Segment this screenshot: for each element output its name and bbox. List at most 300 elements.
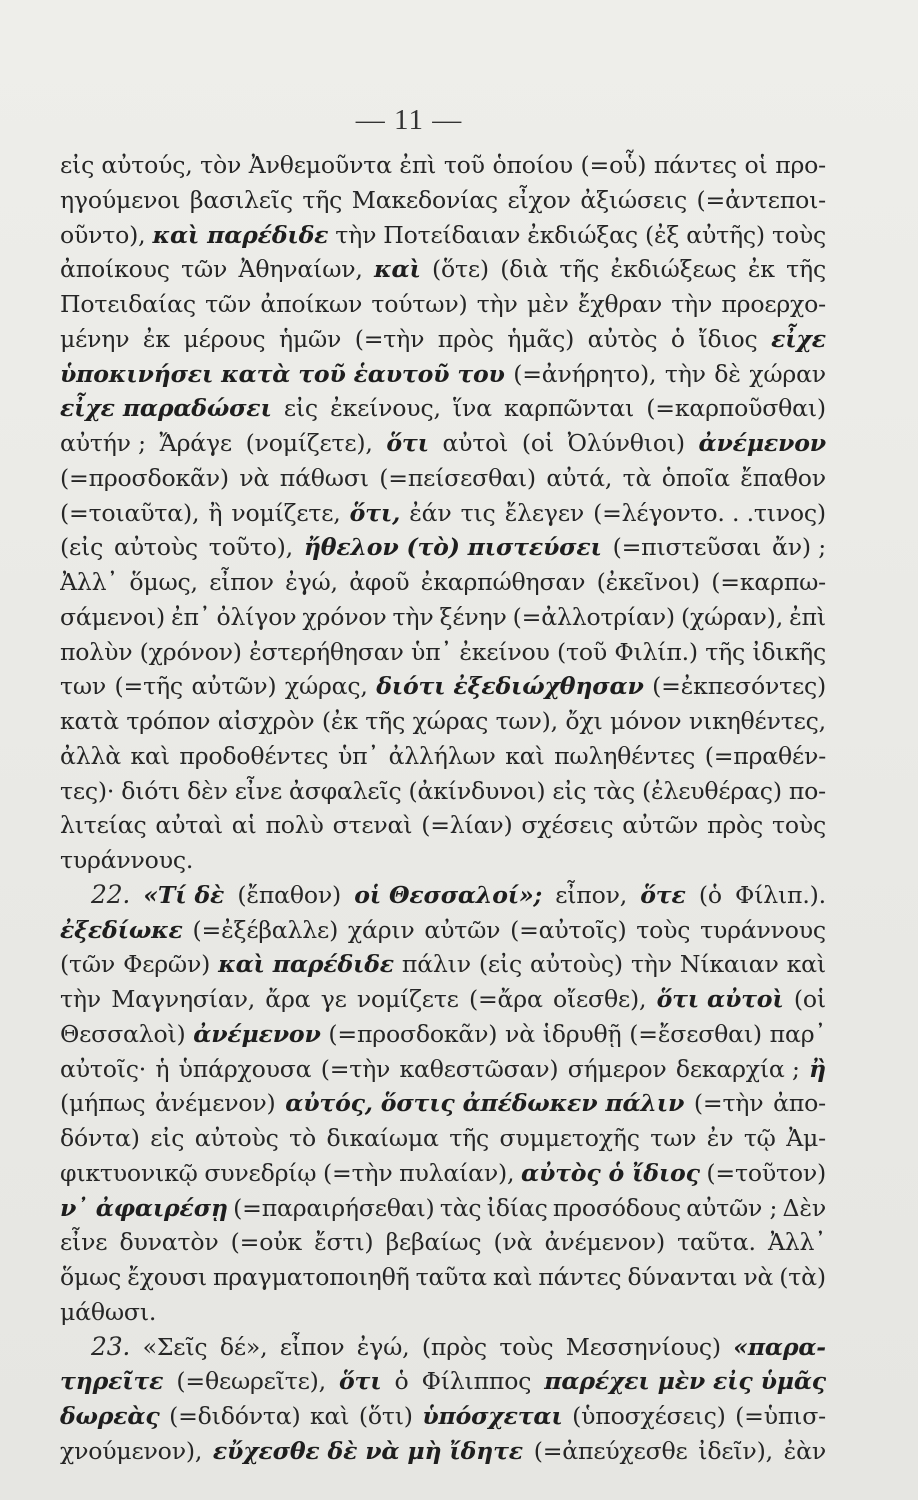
emphasized-word: ὑπόσχεται bbox=[422, 1402, 563, 1430]
word: ἐγώ, bbox=[356, 1332, 410, 1361]
word: τὴν bbox=[664, 359, 706, 388]
word: ἀνέμενον) bbox=[155, 1089, 276, 1118]
word: ἀξιώσεις bbox=[580, 185, 687, 214]
word: (νὰ bbox=[493, 1228, 533, 1257]
word: (=τὴν bbox=[323, 1158, 393, 1187]
word: (=ὑπισ- bbox=[735, 1402, 826, 1430]
word: ἔχθραν bbox=[577, 290, 662, 318]
word: τὴν bbox=[60, 985, 101, 1013]
word: νομίζετε, bbox=[231, 498, 341, 527]
word: δυνατὸν bbox=[119, 1228, 219, 1257]
word: (ὑποσχέσεις) bbox=[572, 1402, 726, 1430]
word: πολὺν bbox=[60, 637, 133, 666]
word: ὅμως, bbox=[129, 568, 198, 596]
text-line bbox=[60, 322, 826, 357]
word: Ποτειδαίας bbox=[60, 290, 196, 318]
word: πρὸς bbox=[437, 324, 494, 353]
word: Νίκαιαν bbox=[679, 950, 779, 979]
word: τοὺς bbox=[636, 915, 691, 944]
text-line bbox=[60, 1086, 826, 1121]
word: τὰς bbox=[439, 1193, 482, 1222]
text-line bbox=[60, 600, 826, 635]
text-line bbox=[60, 843, 826, 878]
word: τῆς bbox=[365, 707, 406, 735]
word: (=ἔσεσθαι) bbox=[629, 1019, 762, 1048]
text-line bbox=[60, 635, 826, 670]
word: των), bbox=[495, 707, 558, 735]
word: ἐστερήθησαν bbox=[249, 637, 404, 666]
word: ἰδεῖν), bbox=[698, 1436, 773, 1465]
word: πο- bbox=[788, 776, 826, 805]
word: ἀφοῦ bbox=[349, 568, 410, 596]
word: (οἱ bbox=[793, 985, 826, 1013]
word: ὁ bbox=[394, 1367, 409, 1396]
word: ἄν) ; bbox=[772, 533, 826, 562]
text-line bbox=[60, 496, 826, 531]
emphasized-word: εὔχεσθε δὲ νὰ μὴ ἴδητε bbox=[212, 1436, 523, 1465]
word: νὰ bbox=[505, 1019, 535, 1048]
word: Φίλιππος bbox=[421, 1367, 532, 1396]
word: συμμετοχῆς bbox=[499, 1124, 640, 1152]
word: ἐάν bbox=[409, 498, 452, 527]
emphasized-word: ἀνέμενον bbox=[193, 1019, 321, 1048]
word: «Σεῖς bbox=[142, 1332, 208, 1361]
word: πάντες bbox=[538, 1263, 622, 1291]
text-line bbox=[60, 774, 826, 809]
word: (χρόνον) bbox=[139, 637, 242, 666]
word: Φιλίπ.) bbox=[614, 637, 698, 666]
word: σάμενοι) bbox=[60, 602, 165, 631]
word: καὶ bbox=[505, 741, 545, 770]
word: (=αὐτοῖς) bbox=[510, 915, 627, 944]
word: ἡ bbox=[155, 1054, 170, 1083]
word: προ- bbox=[775, 151, 826, 179]
emphasized-word: δωρεὰς bbox=[60, 1402, 160, 1430]
word: καὶ bbox=[310, 1402, 350, 1430]
word: ηγούμενοι bbox=[60, 185, 181, 214]
word: (τῶν bbox=[60, 950, 116, 979]
emphasized-word: διότι ἐξεδιώχθησαν bbox=[376, 672, 644, 701]
word: πυλαίαν), bbox=[399, 1158, 515, 1187]
word: (=προσδοκᾶν) bbox=[60, 463, 229, 492]
word: αὐτοὺς) bbox=[530, 950, 623, 979]
word: τοὺς bbox=[499, 1332, 554, 1361]
word: (=τὴν bbox=[320, 1054, 391, 1083]
word: καὶ bbox=[492, 1263, 533, 1291]
word: των bbox=[60, 672, 107, 701]
emphasized-word: καὶ παρέδιδε bbox=[218, 950, 394, 979]
emphasized-word: ὅτε bbox=[640, 880, 686, 909]
word: καθεστῶσαν) bbox=[399, 1054, 559, 1083]
word: (ὁ bbox=[698, 880, 722, 909]
word: (=πείσεσθαι) bbox=[379, 463, 536, 492]
emphasized-word: παρέχει μὲν εἰς ὑμᾶς bbox=[544, 1367, 826, 1396]
word: Θεσσαλοὶ) bbox=[60, 1019, 186, 1048]
word: (=ἀλλοτρίαν) bbox=[512, 602, 675, 631]
word: αὐτῆς) bbox=[686, 220, 765, 249]
text-line bbox=[60, 148, 826, 183]
body-text bbox=[60, 148, 826, 1469]
word: ταῦτα bbox=[415, 1263, 487, 1291]
word: ἀπο- bbox=[773, 1089, 826, 1118]
word: εἶνε bbox=[60, 1228, 108, 1257]
text-line bbox=[60, 704, 826, 739]
section-number: 23. bbox=[60, 1331, 131, 1361]
word: μὲν bbox=[526, 290, 569, 318]
word: τρόπον bbox=[126, 707, 211, 735]
word: Ἀλλ᾽ bbox=[767, 1228, 826, 1257]
word: ἡμᾶς) bbox=[507, 324, 575, 353]
word: (ὅτε) bbox=[432, 255, 489, 284]
word: εἶπον, bbox=[555, 880, 628, 909]
word: τούτων) bbox=[371, 290, 468, 318]
text-line bbox=[60, 1295, 826, 1330]
word: δόντα) bbox=[60, 1124, 140, 1152]
word: (=θεωρεῖτε), bbox=[176, 1367, 326, 1396]
word: οἴεσθε), bbox=[552, 985, 647, 1013]
emphasized-word: αὐτός, ὅστις ἀπέδωκεν πάλιν bbox=[285, 1089, 685, 1118]
word: ὑπάρχουσα bbox=[178, 1054, 312, 1083]
word: χώρας bbox=[412, 707, 489, 735]
word: τὴν bbox=[671, 290, 713, 318]
emphasized-word: ὑποκινήσει κατὰ τοῦ ἑαυτοῦ του bbox=[60, 359, 505, 388]
word: μόνον bbox=[609, 707, 682, 735]
word: ἔχουσι bbox=[127, 1263, 207, 1291]
emphasized-word: αὐτὸς ὁ ἴδιος bbox=[521, 1158, 700, 1187]
text-line bbox=[60, 1434, 826, 1469]
word: τες)· bbox=[60, 776, 115, 805]
word: τῷ bbox=[743, 1124, 776, 1152]
word: νὰ bbox=[239, 463, 270, 492]
word: μένην bbox=[60, 324, 130, 353]
section-number: 22. bbox=[60, 879, 131, 909]
word: εἶπον bbox=[279, 1332, 345, 1361]
emphasized-word: ἐξεδίωκε bbox=[60, 915, 183, 944]
text-line bbox=[60, 1260, 826, 1295]
word: (τὰ) bbox=[779, 1263, 826, 1291]
word: τυράννους. bbox=[60, 846, 194, 874]
word: (=ἀντεποι- bbox=[696, 185, 826, 214]
word: Ἄράγε bbox=[159, 429, 232, 457]
word: (=καρπω- bbox=[711, 568, 826, 596]
word: αὐτοὶ bbox=[442, 429, 509, 457]
word: ἱδρυθῇ bbox=[542, 1019, 622, 1048]
word: προσόδους bbox=[552, 1193, 681, 1222]
word: ἔλεγεν bbox=[504, 498, 584, 527]
word: νικηθέντες, bbox=[688, 707, 826, 735]
word: νὰ bbox=[743, 1263, 774, 1291]
text-line bbox=[60, 808, 826, 843]
word: ὑπ᾽ bbox=[410, 637, 452, 666]
word: μάθωσι. bbox=[60, 1297, 157, 1326]
word: οἱ bbox=[744, 151, 768, 179]
word: ὅμως bbox=[60, 1263, 122, 1291]
emphasized-word: ν᾽ ἀφαιρέσῃ bbox=[60, 1193, 228, 1222]
word: ἐκ bbox=[142, 324, 170, 353]
text-line bbox=[60, 357, 826, 392]
word: προδοθέντες bbox=[179, 741, 329, 770]
word: (ἐλευθέρας) bbox=[641, 776, 782, 805]
text-line bbox=[60, 982, 826, 1017]
word: σχέσεις bbox=[521, 811, 614, 840]
word: κατὰ bbox=[60, 707, 119, 735]
word: ἐκείνου bbox=[459, 637, 550, 666]
word: εἶχον bbox=[507, 185, 571, 214]
emphasized-word: ὅτι bbox=[386, 429, 429, 457]
word: τὴν bbox=[630, 950, 672, 979]
word: (=πιστεῦσαι bbox=[612, 533, 762, 562]
word: ἐπὶ bbox=[399, 151, 437, 179]
word: χώρας, bbox=[284, 672, 368, 701]
word: Ἀλλ᾽ bbox=[60, 568, 118, 596]
word: βασιλεῖς bbox=[189, 185, 293, 214]
word: ξένην bbox=[439, 602, 507, 631]
word: ἀποίκους bbox=[60, 255, 170, 284]
word: ἀλλὰ bbox=[60, 741, 121, 770]
word: καὶ bbox=[130, 741, 170, 770]
word: πάθωσι bbox=[279, 463, 369, 492]
word: ἐκ bbox=[747, 255, 775, 284]
text-line bbox=[60, 947, 826, 982]
word: πάλιν bbox=[401, 950, 471, 979]
emphasized-word: καὶ παρέδιδε bbox=[152, 220, 329, 249]
word: λιτείας bbox=[60, 811, 147, 840]
word: στεναὶ bbox=[332, 811, 413, 840]
word: (=ἐκπεσόντες) bbox=[652, 672, 826, 701]
word: τοῦτο), bbox=[208, 533, 293, 562]
word: αἰσχρὸν bbox=[217, 707, 315, 735]
word: εἰς bbox=[150, 1124, 185, 1152]
word: δικαίωμα bbox=[326, 1124, 439, 1152]
word: αὐτοὺς bbox=[113, 533, 198, 562]
word: αὐταὶ bbox=[155, 811, 223, 840]
word: τις bbox=[460, 498, 496, 527]
word: (=προσδοκᾶν) bbox=[328, 1019, 498, 1048]
word: ἔπαθον bbox=[740, 463, 826, 492]
word: τῆς bbox=[559, 255, 600, 284]
word: ἐὰν bbox=[783, 1436, 826, 1465]
emphasized-word: «Τί δὲ bbox=[143, 880, 225, 909]
word: ἡμῶν bbox=[278, 324, 342, 353]
word: πωληθέντες bbox=[554, 741, 696, 770]
text-line bbox=[60, 461, 826, 496]
word: ἐκείνους, bbox=[330, 394, 441, 423]
text-line bbox=[60, 1364, 826, 1399]
text-line bbox=[60, 669, 826, 704]
text-line bbox=[60, 739, 826, 774]
word: καὶ bbox=[786, 950, 826, 979]
word: γε bbox=[320, 985, 347, 1013]
word: (=οὐκ bbox=[230, 1228, 302, 1257]
word: (εἰς bbox=[478, 950, 522, 979]
text-line bbox=[60, 1121, 826, 1156]
word: ἐπ᾽ bbox=[171, 602, 211, 631]
text-line bbox=[60, 1156, 826, 1191]
word: τυράννους bbox=[700, 915, 826, 944]
word: τὸ bbox=[289, 1124, 316, 1152]
word: χρόνον bbox=[302, 602, 387, 631]
word: διότι bbox=[121, 776, 181, 805]
word: ὄχι bbox=[565, 707, 603, 735]
word: αὐτῶν ; bbox=[686, 1193, 778, 1222]
word: δεκαρχία ; bbox=[675, 1054, 800, 1083]
emphasized-word: οἱ Θεσσαλοί»; bbox=[354, 880, 543, 909]
word: βεβαίως bbox=[385, 1228, 482, 1257]
emphasized-word: τηρεῖτε bbox=[60, 1367, 164, 1396]
word: Ἀθηναίων, bbox=[238, 255, 363, 284]
word: (τοῦ bbox=[557, 637, 608, 666]
word: (ὅτι) bbox=[358, 1402, 413, 1430]
word: (=τοῦτον) bbox=[706, 1158, 826, 1187]
word: (μήπως bbox=[60, 1089, 146, 1118]
word: ἐκδιώξας bbox=[527, 220, 638, 249]
word: Φερῶν) bbox=[123, 950, 211, 979]
word: τῆς bbox=[705, 637, 746, 666]
word: παρ᾽ bbox=[769, 1019, 826, 1048]
word: (οἱ bbox=[521, 429, 554, 457]
word: δέ», bbox=[219, 1332, 268, 1361]
word: ὀλίγον bbox=[216, 602, 297, 631]
word: Ποτείδαιαν bbox=[383, 220, 521, 249]
word: ἄρα bbox=[265, 985, 311, 1013]
word: οῦντο), bbox=[60, 220, 146, 249]
text-line bbox=[60, 287, 826, 322]
word: αὐτοὺς bbox=[194, 1124, 279, 1152]
word: χάριν bbox=[347, 915, 415, 944]
emphasized-word: ὅτι, bbox=[349, 498, 401, 527]
emphasized-word: καὶ bbox=[374, 255, 421, 284]
word: τοὺς bbox=[771, 220, 826, 249]
text-line bbox=[60, 1225, 826, 1260]
text-line bbox=[60, 878, 826, 913]
word: ἵνα bbox=[452, 394, 492, 423]
word: ἀσφαλεῖς bbox=[288, 776, 402, 805]
word: (=διδόντα) bbox=[169, 1402, 301, 1430]
word: ταῦτα. bbox=[677, 1228, 756, 1257]
word: (ἐκεῖνοι) bbox=[596, 568, 700, 596]
word: (=τοιαῦτα), bbox=[60, 498, 200, 527]
word: (=λέγοντο. . .τινος) bbox=[593, 498, 826, 527]
word: ἢ bbox=[208, 498, 223, 527]
word: εἶπον bbox=[209, 568, 274, 596]
text-line bbox=[60, 1017, 826, 1052]
word: αὐτὸς bbox=[587, 324, 658, 353]
word: ὑπ᾽ bbox=[337, 741, 380, 770]
word: (=τὴν bbox=[693, 1089, 764, 1118]
text-line bbox=[60, 913, 826, 948]
word: (=ἐξέβαλλε) bbox=[192, 915, 339, 944]
word: ἐπὶ bbox=[789, 602, 826, 631]
word: (=ἀπεύχεσθε bbox=[533, 1436, 688, 1465]
word: ὁποῖα bbox=[661, 463, 730, 492]
word: Ἀνθεμοῦντα bbox=[248, 151, 392, 179]
word: (ἀκίνδυνοι) bbox=[408, 776, 546, 805]
word: ἰδικῆς bbox=[752, 637, 826, 666]
word: ἴδιος bbox=[698, 324, 758, 353]
word: αἱ bbox=[231, 811, 257, 840]
word: τῶν bbox=[205, 290, 252, 318]
word: καρπῶνται bbox=[504, 394, 635, 423]
word: ἀποίκων bbox=[260, 290, 363, 318]
word: (=ἀνήρητο), bbox=[513, 359, 657, 388]
word: ἀλλήλων bbox=[388, 741, 496, 770]
word: τὰ bbox=[622, 463, 652, 492]
word: πραγματοποιηθῆ bbox=[212, 1263, 410, 1291]
text-line bbox=[60, 1191, 826, 1226]
word: (=καρποῦσθαι) bbox=[646, 394, 826, 423]
word: χώραν bbox=[749, 359, 826, 388]
word: των bbox=[650, 1124, 697, 1152]
word: (=ἄρα bbox=[468, 985, 543, 1013]
word: Ἀμ- bbox=[786, 1124, 826, 1152]
word: τῆς bbox=[786, 255, 826, 284]
word: δύνανται bbox=[627, 1263, 738, 1291]
word: Δὲν bbox=[782, 1193, 826, 1222]
word: Μακεδονίας bbox=[351, 185, 498, 214]
word: μέρους bbox=[183, 324, 266, 353]
word: αὐτήν ; bbox=[60, 429, 146, 457]
emphasized-word: ὅτι bbox=[339, 1367, 382, 1396]
emphasized-word: ὅτι αὐτοὶ bbox=[656, 985, 784, 1013]
word: τὴν bbox=[335, 220, 377, 249]
word: (νομίζετε), bbox=[245, 429, 373, 457]
word: (ἐξ bbox=[644, 220, 680, 249]
word: ἀνέμενον) bbox=[544, 1228, 665, 1257]
word: ἐγώ, bbox=[285, 568, 338, 596]
word: (=τῆς bbox=[114, 672, 183, 701]
word: τὸν bbox=[200, 151, 242, 179]
word: Μαγνησίαν, bbox=[111, 985, 256, 1013]
word: Φίλιπ.). bbox=[735, 880, 826, 909]
word: τὴν bbox=[392, 602, 434, 631]
word: δὲν bbox=[187, 776, 228, 805]
text-line bbox=[60, 391, 826, 426]
text-line bbox=[60, 183, 826, 218]
emphasized-word: «παρα- bbox=[733, 1332, 826, 1361]
word: προερχο- bbox=[721, 290, 826, 318]
word: σήμερον bbox=[567, 1054, 667, 1083]
word: πολὺ bbox=[265, 811, 324, 840]
word: ἐκαρπώθησαν bbox=[420, 568, 586, 596]
word: ἐν bbox=[706, 1124, 734, 1152]
text-line bbox=[60, 1399, 826, 1434]
text-line bbox=[60, 426, 826, 461]
text-line bbox=[60, 1052, 826, 1087]
word: χνούμενον), bbox=[60, 1436, 203, 1465]
word: (=παραιρήσεθαι) bbox=[233, 1193, 435, 1222]
word: πρὸς bbox=[707, 811, 764, 840]
word: αὐτά, bbox=[546, 463, 613, 492]
emphasized-word: ἀνέμενον bbox=[698, 429, 826, 457]
text-line bbox=[60, 252, 826, 287]
word: ἰδίας bbox=[486, 1193, 548, 1222]
word: τοὺς bbox=[771, 811, 826, 840]
word: τῆς bbox=[449, 1124, 490, 1152]
word: δὲ bbox=[714, 359, 741, 388]
page-number: — 11 — bbox=[355, 104, 463, 136]
emphasized-word: εἶχε παραδώσει bbox=[60, 394, 272, 423]
word: ἔστι) bbox=[314, 1228, 374, 1257]
word: αὐτῶν) bbox=[191, 672, 277, 701]
word: φικτυονικῷ bbox=[60, 1158, 198, 1187]
word: τῶν bbox=[181, 255, 228, 284]
emphasized-word: ἤθελον (τὸ) πιστεύσει bbox=[303, 533, 602, 562]
word: τῆς bbox=[302, 185, 343, 214]
word: τὴν bbox=[476, 290, 518, 318]
emphasized-word: ἢ bbox=[809, 1054, 826, 1083]
word: (πρὸς bbox=[421, 1332, 487, 1361]
word: εἰς bbox=[283, 394, 318, 423]
